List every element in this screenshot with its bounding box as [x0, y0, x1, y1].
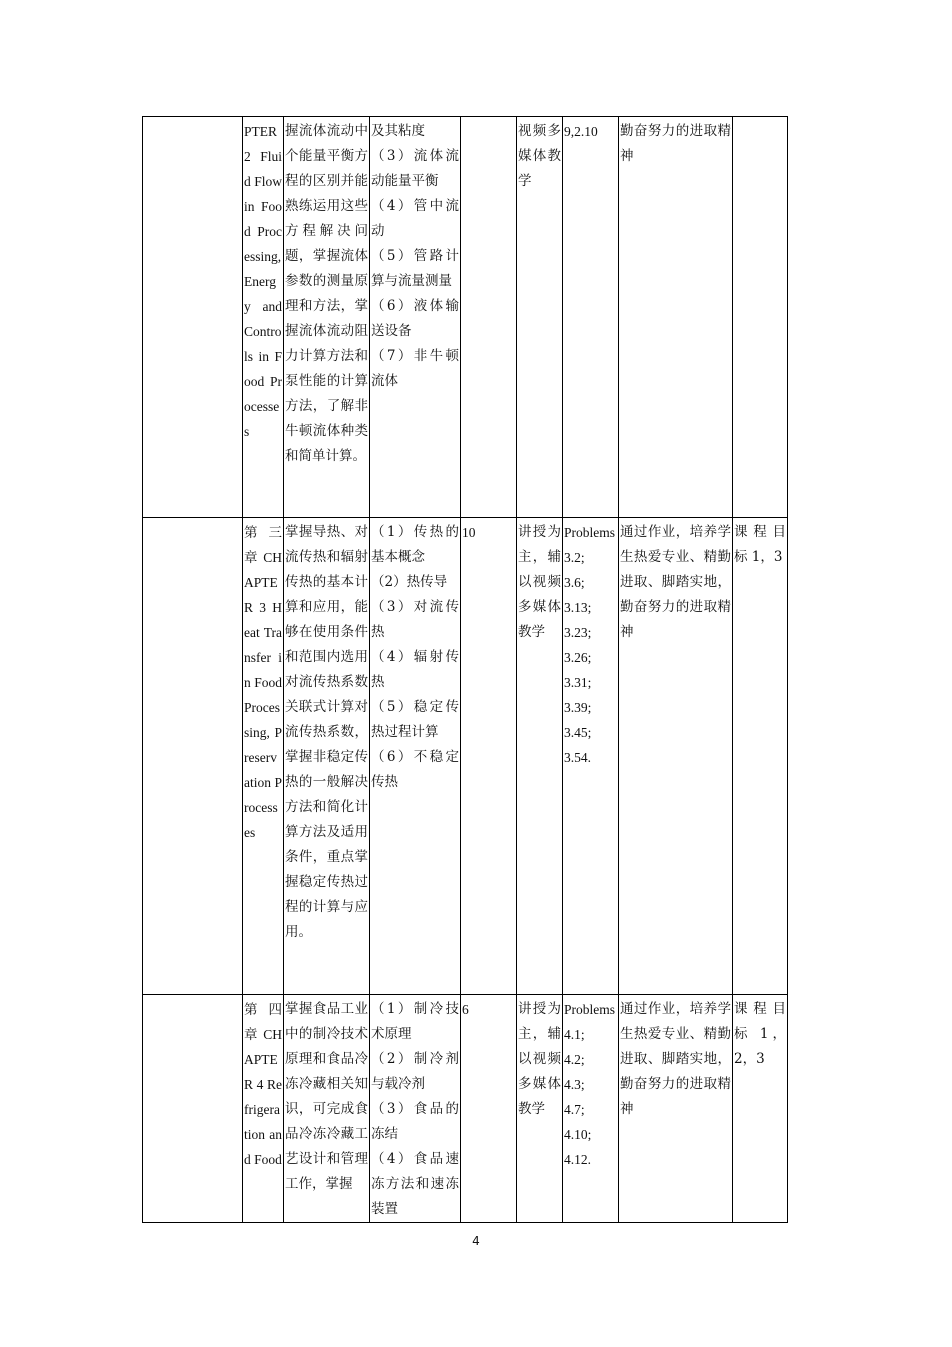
ideology-cell: 勤奋努力的进取精神	[619, 117, 733, 518]
ideology-cell: 通过作业，培养学生热爱专业、精勤进取、脚踏实地，勤奋努力的进取精神	[619, 518, 733, 995]
goal-cell: 课程目标 1，2，3	[733, 995, 788, 1223]
method-cell: 讲授为主，辅以视频多媒体教学	[517, 518, 563, 995]
table-row	[143, 995, 788, 1223]
content-cell: 及其粘度 （3）流体流动能量平衡 （4）管中流动 （5）管路计算与流量测量 （6）液体输送设备 （7）非牛顿流体	[370, 117, 461, 518]
row-label-cell	[143, 117, 243, 518]
chapter-cell: 第四章 CHAPTER 4 Refrigeration and Food	[243, 995, 284, 1223]
ideology-cell: 通过作业，培养学生热爱专业、精勤进取、脚踏实地，勤奋努力的进取精神	[619, 995, 733, 1223]
chapter-cell: 第三章 CHAPTER 3 Heat Transfer in Food Processing, Preservation Processes	[243, 518, 284, 995]
hours-cell	[461, 117, 517, 518]
goal-cell: 课程目标 1，3	[733, 518, 788, 995]
content-cell: （1）传热的基本概念 （2）热传导 （3）对流传热 （4）辐射传热 （5）稳定传热过程计算 （6）不稳定传热	[370, 518, 461, 995]
table-row	[143, 117, 788, 518]
objective-cell: 握流体流动中个能量平衡方程的区别并能熟练运用这些方程解决问题，掌握流体参数的测量原理和方法，掌握流体流动阻力计算方法和泵性能的计算方法，了解非牛顿流体种类和简单计算。	[284, 117, 370, 518]
method-cell: 视频多媒体教学	[517, 117, 563, 518]
objective-cell: 掌握食品工业中的制冷技术原理和食品冷冻冷藏相关知识，可完成食品冷冻冷藏工艺设计和管理工作，掌握	[284, 995, 370, 1223]
row-label-cell	[143, 518, 243, 995]
method-cell: 讲授为主，辅以视频多媒体教学	[517, 995, 563, 1223]
objective-cell: 掌握导热、对流传热和辐射传热的基本计算和应用，能够在使用条件和范围内选用对流传热系数关联式计算对流传热系数，掌握非稳定传热的一般解决方法和简化计算方法及适用条件，重点掌握稳定传热过程的计算与应用。	[284, 518, 370, 995]
hours-cell: 10	[461, 518, 517, 995]
hours-cell: 6	[461, 995, 517, 1223]
homework-cell: Problems 3.2; 3.6; 3.13; 3.23; 3.26; 3.31; 3.39; 3.45; 3.54.	[563, 518, 619, 995]
page-number: 4	[472, 1234, 480, 1248]
row-label-cell	[143, 995, 243, 1223]
homework-cell: Problems 4.1; 4.2; 4.3; 4.7; 4.10; 4.12.	[563, 995, 619, 1223]
table-row	[143, 518, 788, 995]
syllabus-table	[142, 116, 788, 1223]
goal-cell	[733, 117, 788, 518]
content-cell: （1）制冷技术原理 （2）制冷剂与载冷剂 （3）食品的冻结 （4）食品速冻方法和速冻装置	[370, 995, 461, 1223]
homework-cell: 9,2.10	[563, 117, 619, 518]
chapter-cell: PTER 2 Fluid Flow in Food Processing, Energy and Controls in Food Processes	[243, 117, 284, 518]
